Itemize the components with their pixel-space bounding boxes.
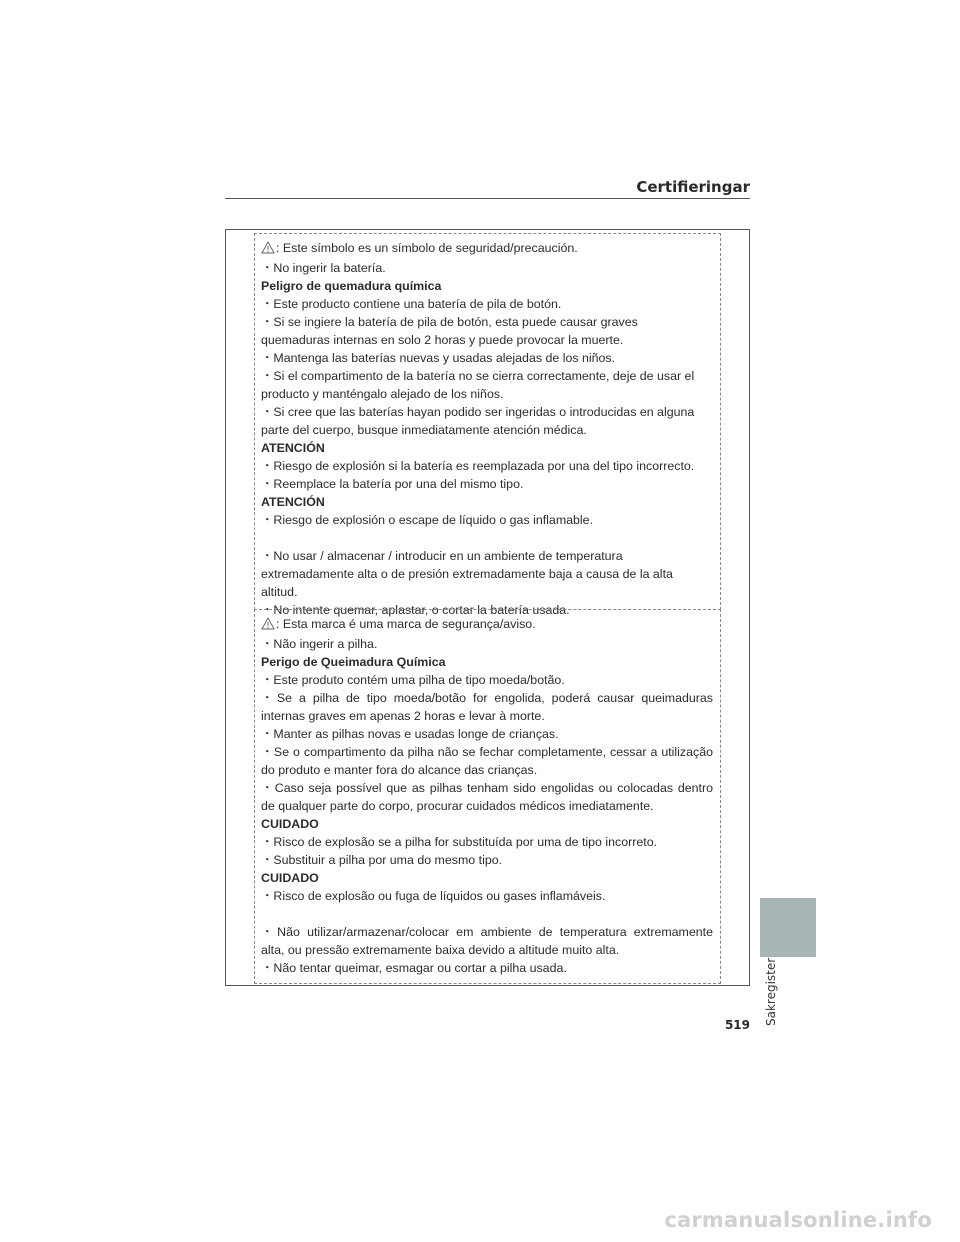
line-text: ・Risco de explosão se a pilha for substituída por uma de tipo incorreto. [261,835,658,849]
warning-line [261,403,713,421]
line-text: ・Riesgo de explosión o escape de líquido o gas inflamable. [261,513,594,527]
warning-heading [261,653,713,671]
spanish-warning-panel [254,233,721,617]
warning-heading [261,869,713,887]
header-divider [225,198,750,199]
warning-line [261,779,713,815]
portuguese-warning-panel [254,609,721,984]
warning-line [261,851,713,869]
line-text: ・No usar / almacenar / introducir en un ambiente de temperatura [261,549,623,563]
line-text: Peligro de quemadura química [261,279,442,293]
line-text: CUIDADO [261,871,319,885]
line-text: ・Riesgo de explosión si la batería es reemplazada por una del tipo incorrecto. [261,459,695,473]
line-text: ATENCIÓN [261,495,325,509]
line-text: parte del cuerpo, busque inmediatamente atención médica. [261,423,587,437]
page-number: 519 [724,1018,750,1032]
line-text: ・Caso seja possível que as pilhas tenham sido engolidas ou colocadas dentro de qualquer parte do corpo, procurar cuidados médicos imediatamente. [261,781,713,813]
index-tab-label: Sakregister [764,957,778,1026]
line-text: ・Substituir a pilha por uma do mesmo tipo. [261,853,503,867]
warning-line [261,367,713,385]
line-text: : Esta marca é uma marca de segurança/aviso. [276,617,536,631]
line-text: Perigo de Queimadura Química [261,655,446,669]
line-text: ・Mantenga las baterías nuevas y usadas alejadas de los niños. [261,351,616,365]
line-text: ・Risco de explosão ou fuga de líquidos ou gases inflamáveis. [261,889,606,903]
line-text: ・Si se ingiere la batería de pila de botón, esta puede causar graves [261,315,638,329]
warning-heading [261,439,713,457]
line-text: quemaduras internas en solo 2 horas y puede provocar la muerte. [261,333,624,347]
warning-line [261,887,713,905]
blank-line [261,905,713,923]
line-text: ・Este produto contém uma pilha de tipo moeda/botão. [261,673,565,687]
warning-line [261,615,713,635]
warning-line [261,259,713,277]
warning-line [261,743,713,779]
warning-line [261,239,713,259]
warning-line [261,689,713,725]
section-title: Certifieringar [636,178,750,196]
warning-triangle-icon [261,241,275,259]
warning-line [261,725,713,743]
line-text: extremadamente alta o de presión extremadamente baja a causa de la alta [261,567,673,581]
index-tab[interactable] [760,898,816,957]
line-text: altitud. [261,585,298,599]
warning-line [261,833,713,851]
line-text: ATENCIÓN [261,441,325,455]
warning-heading [261,277,713,295]
warning-line [261,583,713,601]
blank-line [261,529,713,547]
line-text: ・Si el compartimento de la batería no se cierra correctamente, deje de usar el [261,369,695,383]
warning-line [261,547,713,565]
warning-line [261,475,713,493]
line-text: ・Não utilizar/armazenar/colocar em ambiente de temperatura extremamente alta, ou pressão extremamente baixa devido a altitude muito alta. [261,925,713,957]
warning-line [261,331,713,349]
warning-line [261,635,713,653]
warning-line [261,385,713,403]
line-text: ・Não ingerir a pilha. [261,637,378,651]
warning-line [261,511,713,529]
warning-line [261,457,713,475]
line-text: ・Manter as pilhas novas e usadas longe de crianças. [261,727,559,741]
line-text: CUIDADO [261,817,319,831]
warning-heading [261,815,713,833]
warning-line [261,295,713,313]
warning-line [261,349,713,367]
watermark: carmanualsonline.info [664,1208,932,1232]
line-text: ・Este producto contiene una batería de pila de botón. [261,297,562,311]
line-text: producto y manténgalo alejado de los niños. [261,387,504,401]
warning-line [261,421,713,439]
warning-triangle-icon [261,617,275,635]
line-text: ・Si cree que las baterías hayan podido ser ingeridas o introducidas en alguna [261,405,695,419]
warning-line [261,313,713,331]
warning-line [261,671,713,689]
line-text: : Este símbolo es un símbolo de seguridad/precaución. [276,241,578,255]
line-text: ・Se o compartimento da pilha não se fechar completamente, cessar a utilização do produto e manter fora do alcance das crianças. [261,745,713,777]
warning-line [261,959,713,977]
line-text: ・No ingerir la batería. [261,261,386,275]
line-text: ・Não tentar queimar, esmagar ou cortar a pilha usada. [261,961,567,975]
warning-heading [261,493,713,511]
line-text: ・Se a pilha de tipo moeda/botão for engolida, poderá causar queimaduras internas graves em apenas 2 horas e levar à morte. [261,691,713,723]
warning-line [261,565,713,583]
line-text: ・Reemplace la batería por una del mismo tipo. [261,477,524,491]
warning-line [261,923,713,959]
line-text: ・No intente quemar, aplastar, o cortar la batería usada. [261,603,570,617]
